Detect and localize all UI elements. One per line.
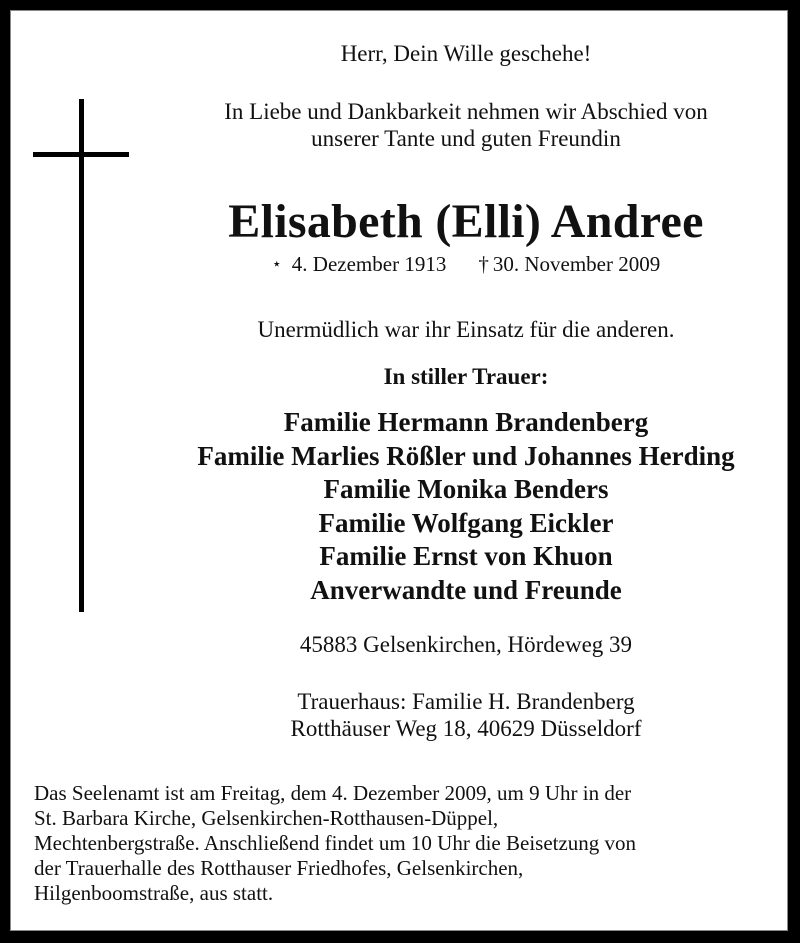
death-cross-icon: † xyxy=(478,252,489,276)
family-item: Familie Hermann Brandenberg xyxy=(283,407,649,437)
intro-line: unserer Tante und guten Freundin xyxy=(311,126,621,151)
birth-star-icon: ⋆ xyxy=(271,256,282,273)
service-line: der Trauerhalle des Rotthauser Friedhofes, Gelsenkirchen, xyxy=(34,856,524,880)
family-item: Familie Ernst von Khuon xyxy=(319,541,613,571)
mourning-house-line: Rotthäuser Weg 18, 40629 Düsseldorf xyxy=(290,716,642,741)
deceased-name: Elisabeth (Elli) Andree xyxy=(228,195,704,248)
death-date: 30. November 2009 xyxy=(492,252,661,276)
family-list xyxy=(151,406,781,607)
family-item: Familie Monika Benders xyxy=(323,474,609,504)
family-item: Familie Marlies Rößler und Johannes Herding xyxy=(197,440,735,471)
family-item: Anverwandte und Freunde xyxy=(310,574,622,605)
mourning-heading: In stiller Trauer: xyxy=(383,364,549,389)
service-line: Hilgenboomstraße, aus statt. xyxy=(34,881,274,905)
address: 45883 Gelsenkirchen, Hördeweg 39 xyxy=(299,632,633,657)
family-item: Familie Wolfgang Eickler xyxy=(318,507,614,538)
service-line: Mechtenbergstraße. Anschließend findet um 10 Uhr die Beisetzung von xyxy=(34,831,637,855)
motto: Herr, Dein Wille geschehe! xyxy=(340,41,592,66)
quote: Unermüdlich war ihr Einsatz für die anderen. xyxy=(257,317,675,342)
cross-icon-bar xyxy=(33,152,129,157)
birth-date: 4. Dezember 1913 xyxy=(291,252,447,276)
intro-line: In Liebe und Dankbarkeit nehmen wir Abschied von xyxy=(224,99,708,124)
cross-icon xyxy=(79,99,84,612)
service-line: Das Seelenamt ist am Freitag, dem 4. Dezember 2009, um 9 Uhr in der xyxy=(34,781,632,805)
service-line: St. Barbara Kirche, Gelsenkirchen-Rotthausen-Düppel, xyxy=(34,806,499,830)
intro-text xyxy=(151,98,781,152)
service-info xyxy=(34,781,774,906)
life-dates xyxy=(151,250,781,279)
mourning-house-line: Trauerhaus: Familie H. Brandenberg xyxy=(297,689,635,714)
mourning-house xyxy=(151,688,781,742)
